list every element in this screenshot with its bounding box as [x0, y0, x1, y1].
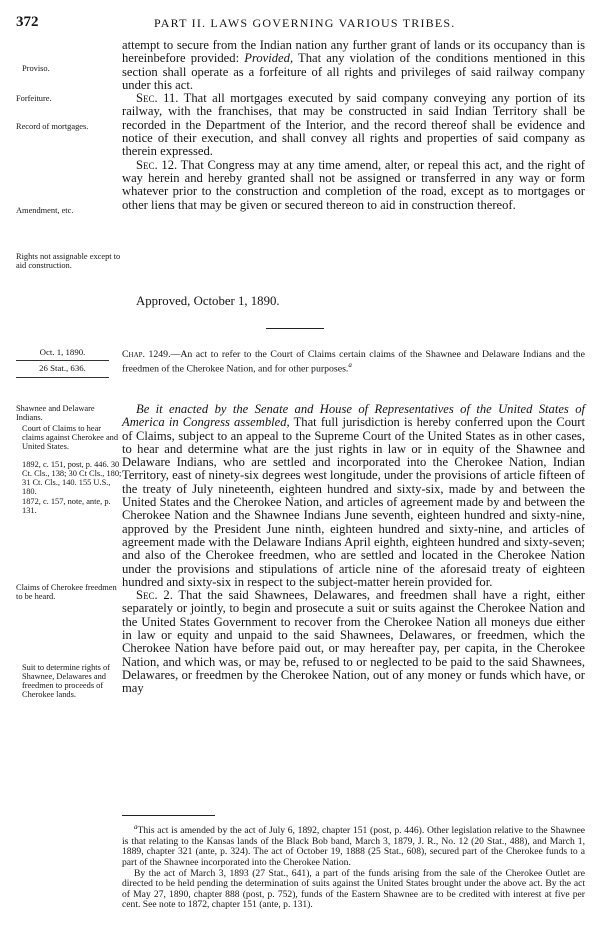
- margin-note-court-of-claims: Court of Claims to hear claims against Cherokee and United States.: [22, 424, 119, 451]
- footnote-reference: a: [348, 361, 352, 369]
- statute-divider: [16, 377, 109, 378]
- page-number: 372: [16, 14, 39, 30]
- chapter-statute: 26 Stat., 636.: [39, 363, 86, 373]
- margin-note-citation-1872: 1872, c. 157, note, ante, p. 131.: [22, 497, 111, 515]
- chapter-heading: Chap. 1249.—An act to refer to the Court of Claims certain claims of the Shawnee and Delaware Indians and the freedmen of the Cherokee Nation, and for other purposes.$^a$: [122, 349, 585, 375]
- margin-note-shawnee-delaware: Shawnee and Delaware Indians.: [16, 404, 95, 422]
- section-text: [122, 39, 585, 212]
- date-divider: [16, 360, 109, 361]
- paragraph-enacting: Be it enacted by the Senate and House of Representatives of the United States of America in Congress assembled, That full jurisdiction is hereby conferred upon the Court of Claims, subject to an appeal to the Supreme Court of the United States as in other cases, to hear and determine what are the just rights in law or in equity of the Shawnee and Delaware Indians, who are settled and incorporated into the Cherokee Nation, Indian Territory, east of ninety-six degrees west longitude, under the provisions of article fifteen of the treaty of July nineteenth, eighteen hundred and sixty-six, made by and between the United States and the Cherokee Nation, and articles of agreement made by and between the Cherokee Nation and the Shawnee Indians June seventh, eighteen hundred and sixty-nine, approved by the President June ninth, eighteen hundred and sixty-nine, and articles of agreement made with the Delaware Indians April eighth, eighteen hundred and sixty-seven; and also of the Cherokee freedmen, who are settled and located in the Cherokee Nation under the provisions and stipulations of article nine of the aforesaid treaty of eighteen hundred and sixty-six in respect to the subject-matter herein provided for.: [122, 402, 585, 589]
- approved-line: Approved, October 1, 1890.: [136, 294, 280, 308]
- margin-note-claims-freedmen: Claims of Cherokee freedmen to be heard.: [16, 583, 117, 601]
- enacting-clause: Be it enacted by the Senate and House of Representatives of the United States of America in Congress assembled,: [122, 402, 585, 430]
- margin-note-forfeiture: Forfeiture.: [16, 94, 52, 103]
- margin-note-citations: 1892, c. 151, post, p. 446. 30 Ct. Cls., 138; 30 Ct Cls., 180; 31 Ct. Cls., 140. 155 U.S., 180.: [22, 460, 122, 496]
- paragraph-proviso: attempt to secure from the Indian nation any further grant of lands or its occupancy than is hereinbefore provided: Provided, That any violation of the conditions mentioned in this section shall operate as a forfeiture of all rights and privileges of said railway company under this act.: [122, 38, 585, 92]
- paragraph-section-12: Sec. 12. That Congress may at any time amend, alter, or repeal this act, and the right of way herein and hereby granted shall not be assigned or transferred in any way or form whatever prior to the construction and completion of the road, except as to mortgages or other liens that may be given or secured thereon to aid in construction thereof.: [122, 157, 586, 212]
- margin-note-proviso: Proviso.: [22, 64, 50, 73]
- paragraph-section-11: Sec. 11. That all mortgages executed by said company conveying any portion of its railway, with the franchises, that may be constructed in said Indian Territory shall be recorded in the Department of the Interior, and the record thereof shall be evidence and notice of their execution, and shall convey all rights and properties of said company as therein expressed.: [122, 91, 585, 159]
- chapter-date-box: [16, 347, 109, 373]
- footnote-divider: [122, 815, 215, 816]
- margin-note-rights-not-assignable: Rights not assignable except to aid construction.: [16, 252, 121, 270]
- chapter-text: [122, 403, 585, 696]
- running-head: PART II. LAWS GOVERNING VARIOUS TRIBES.: [154, 16, 456, 30]
- margin-note-suit-to-determine: Suit to determine rights of Shawnee, Delawares and freedmen to proceeds of Cherokee lands.: [22, 663, 110, 699]
- margin-note-record-of-mortgages: Record of mortgages.: [16, 122, 89, 131]
- margin-note-amendment: Amendment, etc.: [16, 206, 74, 215]
- footnotes: [122, 822, 585, 911]
- chapter-date: Oct. 1, 1890.: [39, 347, 86, 357]
- page-header: [16, 14, 584, 32]
- footnote-2: By the act of March 3, 1893 (27 Stat., 641), a part of the funds arising from the sale of the Cherokee Outlet are directed to be held pending the determination of suits against the United States brought under the above act. By the act of May 27, 1890, chapter 888 (post, p. 752), funds of the Eastern Shawnee are to be credited with interest at five per cent. See note to 1872, chapter 151 (ante, p. 131).: [122, 867, 585, 911]
- section-divider: [266, 328, 324, 329]
- footnote-1: $^a$This act is amended by the act of July 6, 1892, chapter 151 (post, p. 446). Other legislation relative to the Shawnee is that relating to the Kansas lands of the Black Bob band, March 3, 1879, J. R., No. 12 (20 Stat., 488), and March 1, 1889, chapter 321 (ante, p. 324). The act of October 19, 1888 (25 Stat., 608), secured part of the Cherokee funds to a part of the Shawnee incorporated into the Cherokee Nation.: [122, 823, 585, 868]
- paragraph-section-2: Sec. 2. That the said Shawnees, Delawares, and freedmen shall have a right, either separately or jointly, to begin and prosecute a suit or suits against the Cherokee Nation and the United States Government to recover from the Cherokee Nation all moneys due either in law or equity and unpaid to the said Shawnees, Delawares, or freedmen, which the Cherokee Nation have before paid out, or may hereafter pay, per capita, in the Cherokee Nation, and which was, or may be, refused to or neglected to be paid to the said Shawnees, Delawares, or freedmen by the Cherokee Nation, out of any money or funds which have, or may: [122, 588, 585, 696]
